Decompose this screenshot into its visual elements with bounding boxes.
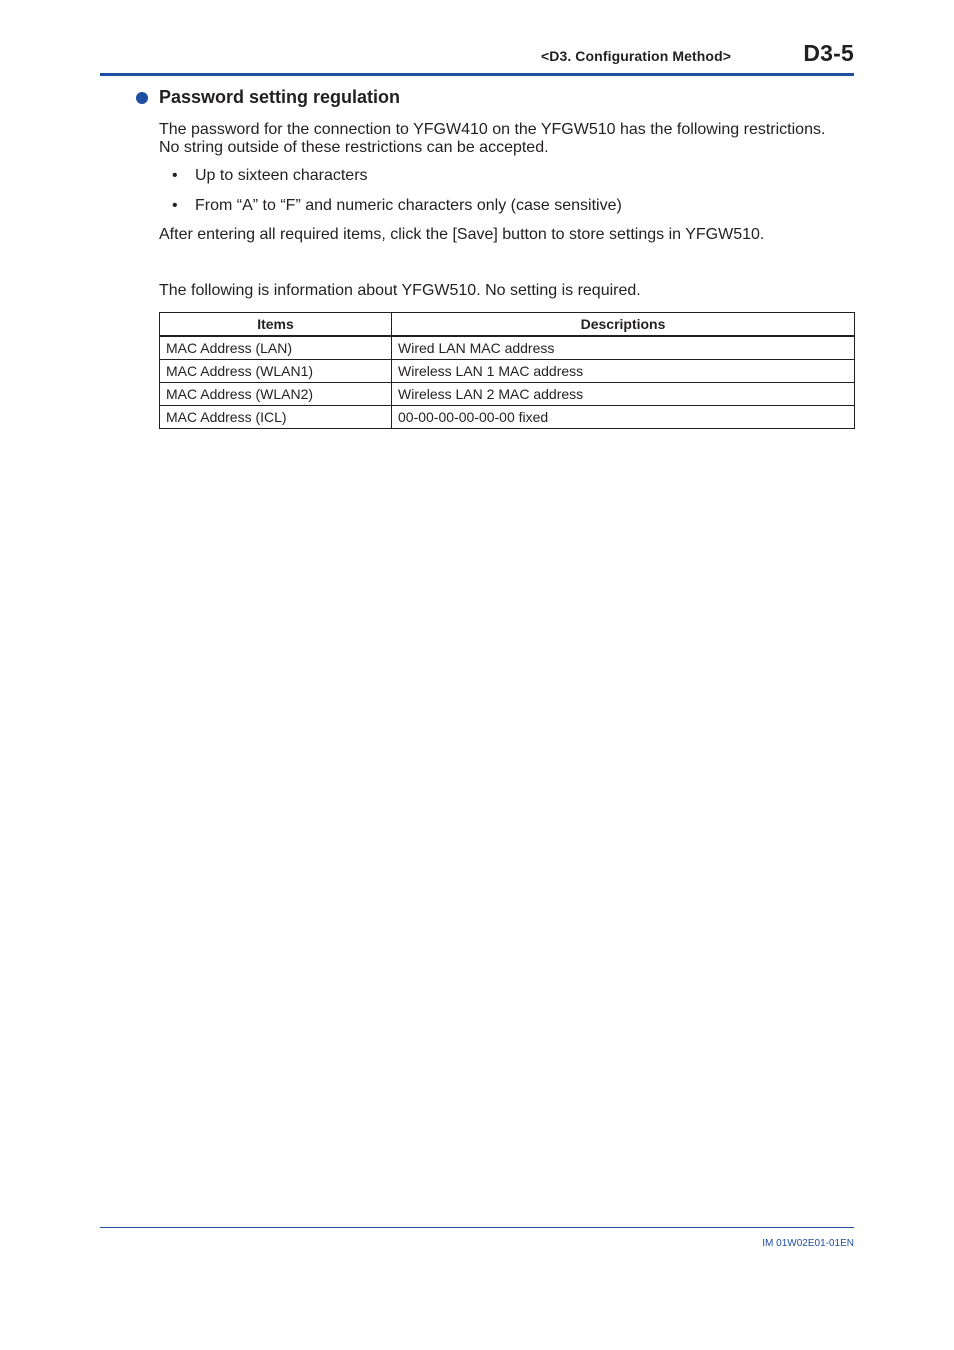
chapter-title: <D3. Configuration Method> — [540, 48, 731, 64]
footer-rule — [100, 1227, 854, 1228]
table-cell-description: Wireless LAN 2 MAC address — [392, 383, 855, 406]
save-instruction: After entering all required items, click the [Save] button to store settings in YFGW510. — [159, 226, 765, 243]
table-cell-item: MAC Address (WLAN1) — [160, 360, 392, 383]
intro-line-1: The password for the connection to YFGW410 on the YFGW510 has the following restrictions. — [159, 121, 826, 138]
table-row — [160, 360, 855, 383]
list-item — [172, 197, 622, 215]
table-header-row — [160, 313, 855, 337]
page-number: D3-5 — [803, 40, 854, 66]
table-cell-item: MAC Address (WLAN2) — [160, 383, 392, 406]
table-row — [160, 383, 855, 406]
info-table — [159, 312, 855, 429]
list-item — [172, 167, 368, 185]
document-code: IM 01W02E01-01EN — [762, 1238, 854, 1249]
list-bullet-icon: • — [172, 197, 178, 214]
list-item-text: Up to sixteen characters — [195, 167, 368, 184]
table-row — [160, 336, 855, 360]
section-heading — [136, 87, 400, 108]
table-cell-description: Wireless LAN 1 MAC address — [392, 360, 855, 383]
table-cell-item: MAC Address (LAN) — [160, 336, 392, 360]
column-header-descriptions: Descriptions — [392, 313, 855, 337]
bullet-dot-icon — [136, 92, 148, 104]
header-rule — [100, 73, 854, 76]
section-heading-text: Password setting regulation — [159, 87, 401, 107]
table-cell-description: 00-00-00-00-00-00 fixed — [392, 406, 855, 429]
table-cell-description: Wired LAN MAC address — [392, 336, 855, 360]
info-text: The following is information about YFGW510. No setting is required. — [159, 282, 641, 299]
list-bullet-icon: • — [172, 167, 178, 184]
table-row — [160, 406, 855, 429]
column-header-items: Items — [160, 313, 392, 337]
table-cell-item: MAC Address (ICL) — [160, 406, 392, 429]
intro-line-2: No string outside of these restrictions can be accepted. — [159, 139, 549, 156]
list-item-text: From “A” to “F” and numeric characters only (case sensitive) — [195, 197, 622, 214]
